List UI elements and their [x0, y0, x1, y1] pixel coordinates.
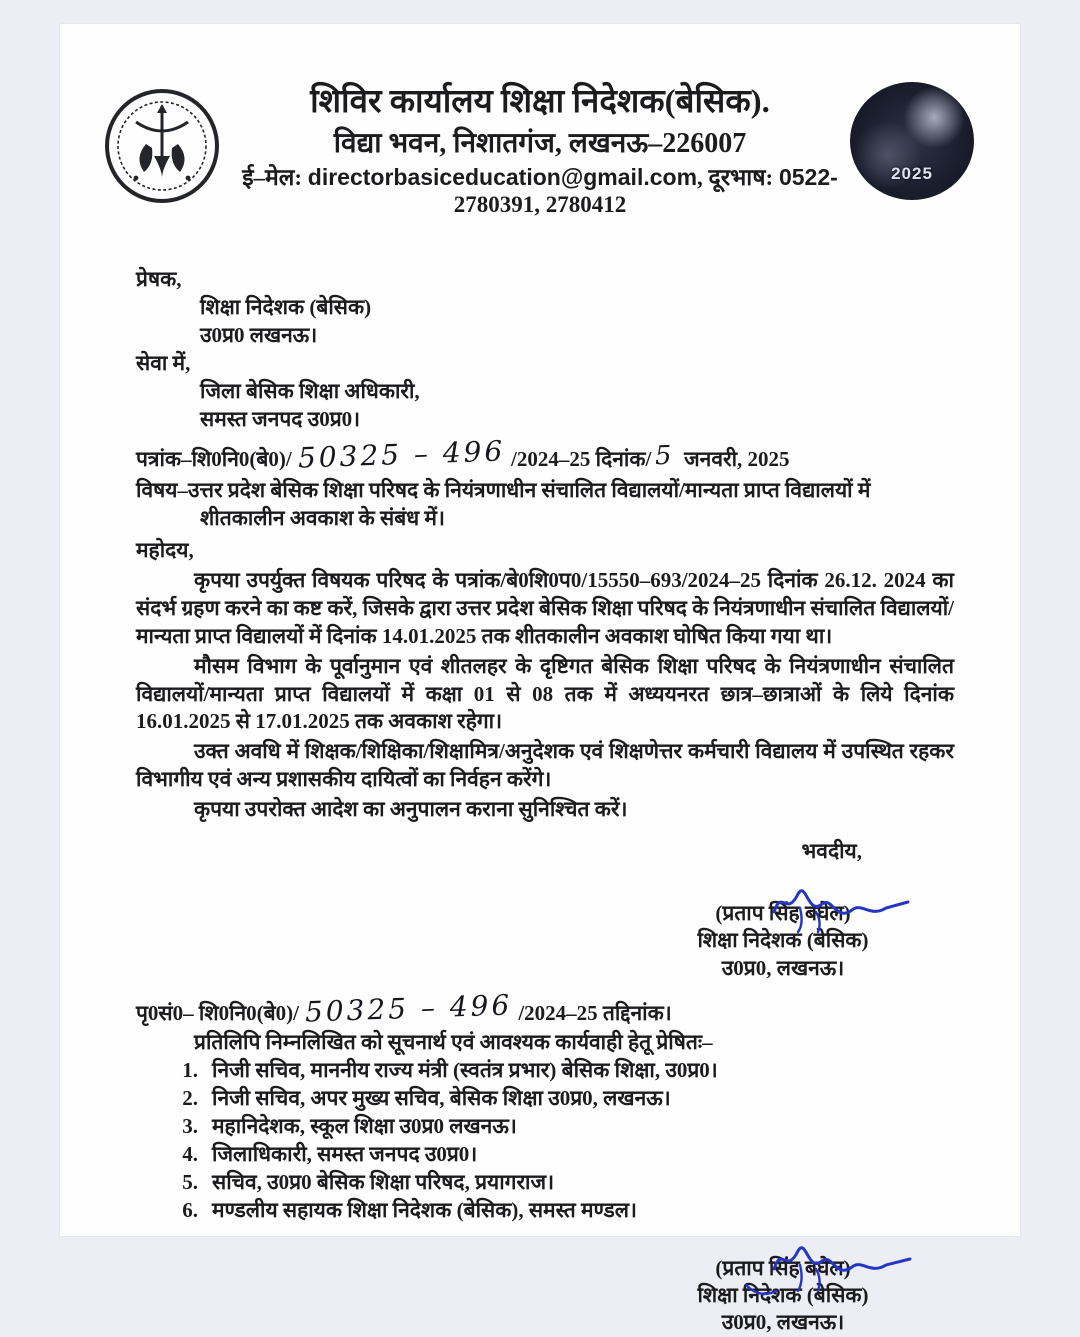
to-line2: समस्त जनपद उ0प्र0। — [200, 406, 361, 431]
subject-lead: विषय– — [136, 478, 188, 503]
item-number: 6. — [182, 1197, 198, 1222]
signatory-place: उ0प्र0, लखनऊ। — [721, 955, 845, 980]
subject-line — [136, 477, 954, 533]
signatory-title: शिक्षा निदेशक (बेसिक) — [697, 928, 869, 953]
letter-page — [60, 24, 1020, 1335]
letterhead — [60, 24, 1020, 254]
item-text: निजी सचिव, अपर मुख्य सचिव, बेसिक शिक्षा उ0प्र0, लखनऊ। — [212, 1086, 671, 1111]
letterhead-text — [240, 84, 840, 218]
item-number: 5. — [182, 1169, 198, 1194]
list-item — [136, 1113, 954, 1141]
office-address: विद्या भवन, निशातगंज, लखनऊ–226007 — [333, 127, 747, 159]
copy-recipient-list — [136, 1057, 954, 1225]
item-text: मण्डलीय सहायक शिक्षा निदेशक (बेसिक), समस्त मण्डल। — [212, 1197, 637, 1222]
list-item — [136, 1197, 954, 1225]
paragraph-4: कृपया उपरोक्त आदेश का अनुपालन कराना सुनिश्चित करें। — [194, 797, 628, 822]
stamp-year: 2025 — [891, 164, 933, 183]
to-line1: जिला बेसिक शिक्षा अधिकारी, — [200, 378, 420, 403]
from-line1: शिक्षा निदेशक (बेसिक) — [200, 294, 372, 319]
ref-mid: /2024–25 दिनांक/ — [511, 446, 652, 471]
signature-block-2 — [638, 1255, 928, 1337]
paragraph-3: उक्त अवधि में शिक्षक/शिक्षिका/शिक्षामित्र/अनुदेशक एवं शिक्षणेत्तर कर्मचारी विद्यालय में उपस्थित रहकर विभागीय एवं अन्य प्रशासकीय दायित्वों का निर्वहन करेंगे। — [136, 739, 954, 792]
office-contact — [240, 164, 840, 191]
round-ink-stamp — [850, 82, 974, 200]
email-label: ई–मेल: — [242, 165, 308, 191]
item-number: 4. — [182, 1141, 198, 1166]
item-number: 1. — [182, 1058, 198, 1083]
office-phone-part2: 2780391, 2780412 — [453, 191, 627, 217]
endorsement-number-line — [136, 988, 954, 1029]
list-item — [136, 1085, 954, 1113]
office-phone-part1: 0522- — [778, 164, 838, 191]
item-text: महानिदेशक, स्कूल शिक्षा उ0प्र0 लखनऊ। — [212, 1113, 517, 1138]
ref-day-handwritten: 5 — [654, 440, 676, 471]
subject-text: उत्तर प्रदेश बेसिक शिक्षा परिषद के नियंत्रणाधीन संचालित विद्यालयों/मान्यता प्राप्त विद्यालयों में शीतकालीन अवकाश के संबंध में। — [187, 478, 871, 531]
list-item — [136, 1057, 954, 1085]
item-number: 2. — [182, 1086, 198, 1111]
signatory-title: शिक्षा निदेशक (बेसिक) — [697, 1282, 869, 1307]
list-item — [136, 1141, 954, 1169]
up-government-emblem-icon — [102, 86, 222, 206]
item-number: 3. — [182, 1113, 198, 1138]
closing: भवदीय, — [801, 839, 862, 864]
letter-body — [60, 254, 1020, 1337]
copy-forward-line: प्रतिलिपि निम्नलिखित को सूचनार्थ एवं आवश्यक कार्यवाही हेतू प्रेषितः– — [194, 1030, 713, 1055]
item-text: जिलाधिकारी, समस्त जनपद उ0प्र0। — [212, 1141, 478, 1166]
to-label: सेवा में, — [136, 350, 191, 375]
signature-block-1 — [638, 900, 928, 982]
signatory-place: उ0प्र0, लखनऊ। — [721, 1310, 845, 1335]
list-item — [136, 1169, 954, 1197]
item-text: निजी सचिव, माननीय राज्य मंत्री (स्वतंत्र प्रभार) बेसिक शिक्षा, उ0प्र0। — [212, 1058, 718, 1083]
signatory-name: (प्रताप सिंह बघेल) — [715, 901, 851, 926]
office-email: directorbasiceducation@gmail.com — [307, 164, 698, 191]
ref-number-handwritten: 50325 – 496 — [297, 433, 506, 475]
endorse-prefix: पृ0सं0– शि0नि0(बे0)/ — [136, 1000, 299, 1025]
paragraph-2: मौसम विभाग के पूर्वानुमान एवं शीतलहर के दृष्टिगत बेसिक शिक्षा परिषद के नियंत्रणाधीन संचालित विद्यालयों/मान्यता प्राप्त विद्यालयों में कक्षा 01 से 08 तक में अध्ययनरत छात्र–छात्राओं के लिये दिनांक 16.01.2025 से 17.01.2025 तक अवकाश रहेगा। — [136, 653, 954, 734]
paragraph-1: कृपया उपर्युक्त विषयक परिषद के पत्रांक/बे0शि0प0/15550–693/2024–25 दिनांक 26.12. 2024 का संदर्भ ग्रहण करने का कष्ट करें, जिसके द्वारा उत्तर प्रदेश बेसिक शिक्षा परिषद के नियंत्रणाधीन संचालित विद्यालयों/मान्यता प्राप्त विद्यालयों में दिनांक 14.01.2025 तक शीतकालीन अवकाश घोषित किया गया था। — [136, 567, 954, 648]
phone-label: , दूरभाष: — [697, 165, 779, 191]
from-label: प्रेषक, — [136, 267, 182, 291]
ref-prefix: पत्रांक–शि0नि0(बे0)/ — [136, 446, 292, 471]
endorse-number-handwritten: 50325 – 496 — [304, 988, 513, 1029]
ref-suffix: जनवरी, 2025 — [678, 446, 790, 471]
letter-number-line — [136, 433, 954, 476]
endorse-suffix: /2024–25 तद्दिनांक। — [518, 1000, 672, 1025]
from-line2: उ0प्र0 लखनऊ। — [200, 322, 318, 347]
salutation: महोदय, — [136, 537, 194, 562]
office-title: शिविर कार्यालय शिक्षा निदेशक(बेसिक). — [310, 84, 770, 120]
signatory-name: (प्रताप सिंह बघेल) — [715, 1255, 851, 1280]
item-text: सचिव, उ0प्र0 बेसिक शिक्षा परिषद, प्रयागराज। — [212, 1169, 555, 1194]
